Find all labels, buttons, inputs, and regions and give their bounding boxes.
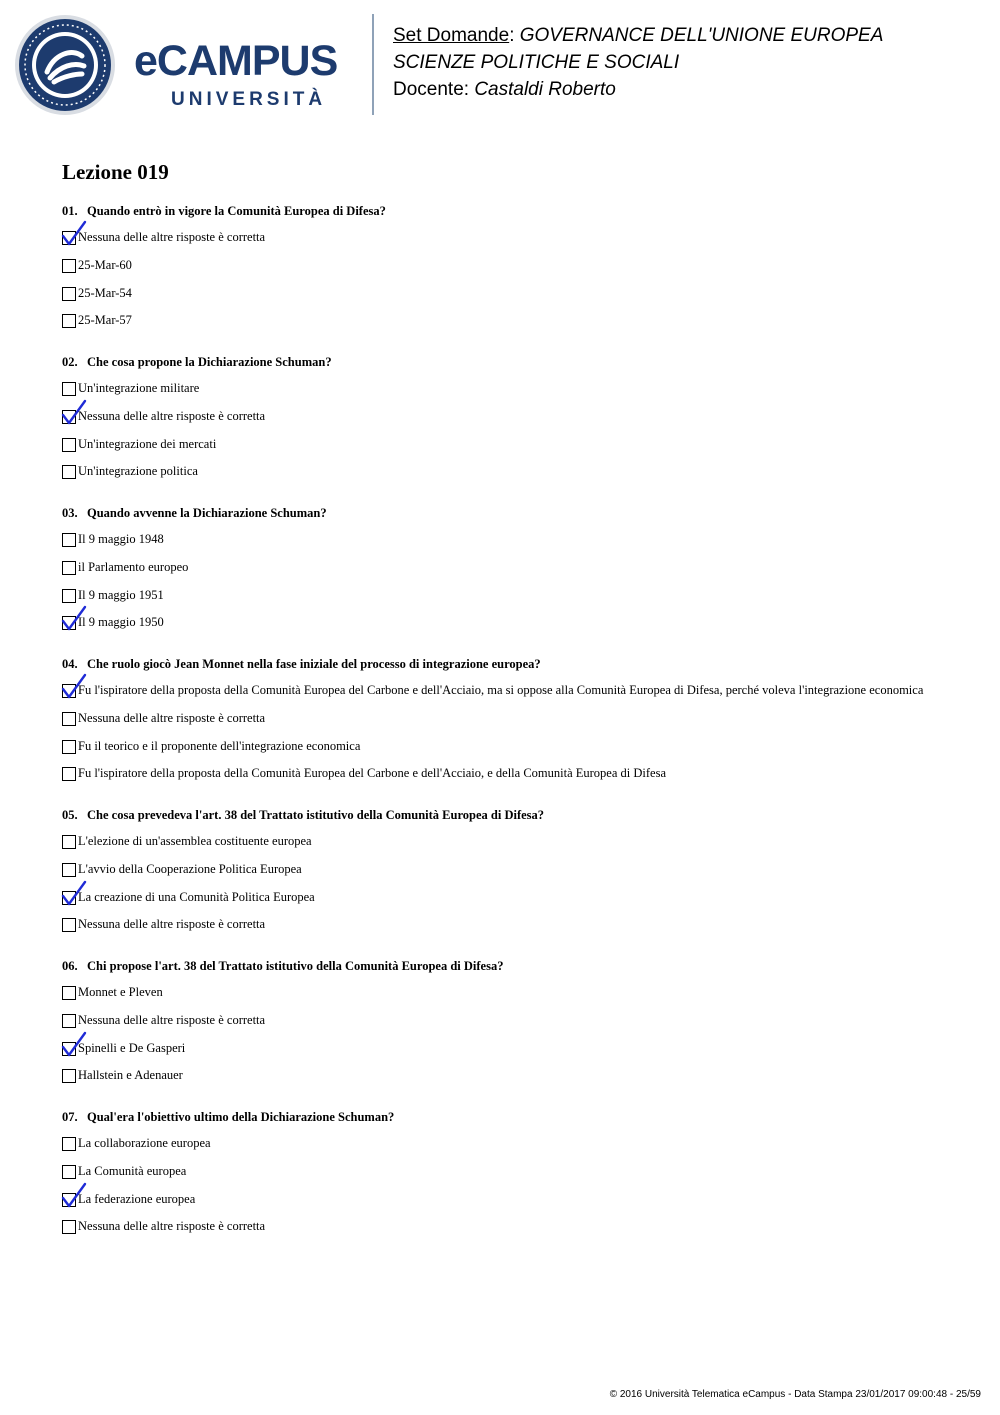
answer-option[interactable] (62, 257, 132, 274)
course-title: GOVERNANCE DELL'UNIONE EUROPEA (519, 25, 884, 46)
answer-text: La Comunità europea (78, 1164, 187, 1178)
teacher-line (393, 76, 883, 103)
answer-option[interactable] (62, 861, 302, 878)
checkmark-icon (61, 673, 89, 701)
checkbox[interactable] (62, 918, 76, 932)
answer-option[interactable] (62, 682, 923, 699)
logo-wordmark: eCAMPUS (134, 37, 338, 85)
answer-option[interactable] (62, 614, 164, 631)
checkbox[interactable] (62, 712, 76, 726)
answer-text: Un'integrazione dei mercati (78, 437, 217, 451)
answer-text: Nessuna delle altre risposte è corretta (78, 409, 266, 423)
checkbox[interactable] (62, 314, 76, 328)
checked-checkbox[interactable] (62, 1193, 76, 1207)
answer-text: Un'integrazione politica (78, 464, 198, 478)
checkmark-icon (61, 1031, 89, 1059)
answer-text: Un'integrazione militare (78, 381, 200, 395)
question-number: 04. (62, 657, 78, 671)
question-text: Quando entrò in vigore la Comunità Europea di Difesa? (87, 204, 386, 218)
logo-subtitle: UNIVERSITÀ (171, 89, 327, 110)
question-text: Chi propose l'art. 38 del Trattato istitutivo della Comunità Europea di Difesa? (87, 959, 504, 973)
answer-option[interactable] (62, 463, 198, 480)
answer-option[interactable] (62, 587, 164, 604)
question-number: 02. (62, 355, 78, 369)
question-number: 06. (62, 959, 78, 973)
answer-option[interactable] (62, 559, 188, 576)
checkbox[interactable] (62, 835, 76, 849)
checked-checkbox[interactable] (62, 1042, 76, 1056)
teacher-label: Docente: (393, 79, 475, 100)
set-separator: : (509, 25, 520, 46)
header-info (393, 22, 883, 103)
checkbox[interactable] (62, 1014, 76, 1028)
set-line (393, 22, 883, 49)
answer-option[interactable] (62, 1067, 183, 1084)
answer-option[interactable] (62, 408, 265, 425)
answer-option[interactable] (62, 1218, 265, 1235)
question-text: Quando avvenne la Dichiarazione Schuman? (87, 506, 327, 520)
answer-text: Nessuna delle altre risposte è corretta (78, 230, 266, 244)
answer-text: il Parlamento europeo (78, 560, 189, 574)
lesson-title: Lezione 019 (62, 160, 169, 184)
answer-option[interactable] (62, 1012, 265, 1029)
faculty-name: SCIENZE POLITICHE E SOCIALI (393, 52, 680, 73)
answer-text: Il 9 maggio 1948 (78, 532, 164, 546)
checkbox[interactable] (62, 287, 76, 301)
answer-text: La collaborazione europea (78, 1136, 211, 1150)
answer-text: Nessuna delle altre risposte è corretta (78, 1013, 266, 1027)
checkbox[interactable] (62, 561, 76, 575)
checkbox[interactable] (62, 589, 76, 603)
question-5 (62, 808, 544, 823)
answer-option[interactable] (62, 312, 132, 329)
answer-text: 25-Mar-57 (78, 313, 132, 327)
question-text: Che cosa prevedeva l'art. 38 del Trattato istitutivo della Comunità Europea di Difesa? (87, 808, 545, 822)
answer-option[interactable] (62, 833, 312, 850)
teacher-name: Castaldi Roberto (474, 79, 616, 100)
question-3 (62, 506, 327, 521)
checkbox[interactable] (62, 767, 76, 781)
checked-checkbox[interactable] (62, 231, 76, 245)
answer-option[interactable] (62, 984, 163, 1001)
answer-option[interactable] (62, 710, 265, 727)
answer-text: Hallstein e Adenauer (78, 1068, 183, 1082)
answer-text: Monnet e Pleven (78, 985, 163, 999)
checked-checkbox[interactable] (62, 616, 76, 630)
question-number: 03. (62, 506, 78, 520)
checked-checkbox[interactable] (62, 684, 76, 698)
checkbox[interactable] (62, 1069, 76, 1083)
question-2 (62, 355, 332, 370)
answer-option[interactable] (62, 1135, 211, 1152)
ecampus-seal-icon (14, 14, 116, 116)
ecampus-logo (14, 14, 359, 116)
answer-text: L'avvio della Cooperazione Politica Europea (78, 862, 302, 876)
checkmark-icon (61, 605, 89, 633)
checkbox[interactable] (62, 533, 76, 547)
checkbox[interactable] (62, 1220, 76, 1234)
checkmark-icon (61, 1182, 89, 1210)
question-text: Che cosa propone la Dichiarazione Schuman? (87, 355, 332, 369)
answer-option[interactable] (62, 889, 315, 906)
answer-text: Nessuna delle altre risposte è corretta (78, 1219, 266, 1233)
answer-text: 25-Mar-54 (78, 286, 132, 300)
checkmark-icon (61, 399, 89, 427)
answer-text: Spinelli e De Gasperi (78, 1041, 186, 1055)
checkbox[interactable] (62, 863, 76, 877)
answer-text: La federazione europea (78, 1192, 196, 1206)
checked-checkbox[interactable] (62, 410, 76, 424)
answer-option[interactable] (62, 1191, 195, 1208)
checked-checkbox[interactable] (62, 891, 76, 905)
answer-text: Nessuna delle altre risposte è corretta (78, 711, 266, 725)
answer-option[interactable] (62, 436, 216, 453)
checkbox[interactable] (62, 1137, 76, 1151)
answer-option[interactable] (62, 765, 666, 782)
answer-text: Fu il teorico e il proponente dell'integrazione economica (78, 739, 361, 753)
answer-option[interactable] (62, 738, 360, 755)
checkbox[interactable] (62, 986, 76, 1000)
answer-text: Fu l'ispiratore della proposta della Comunità Europea del Carbone e dell'Acciaio, ma si oppose alla Comunità Europea di Difesa, perché voleva l'integrazione economica (78, 683, 924, 697)
answer-option[interactable] (62, 380, 199, 397)
question-6 (62, 959, 503, 974)
question-number: 01. (62, 204, 78, 218)
question-number: 05. (62, 808, 78, 822)
checkmark-icon (61, 220, 89, 248)
answer-text: La creazione di una Comunità Politica Europea (78, 890, 315, 904)
answer-option[interactable] (62, 1040, 185, 1057)
answer-option[interactable] (62, 229, 265, 246)
answer-text: Nessuna delle altre risposte è corretta (78, 917, 266, 931)
answer-text: Il 9 maggio 1951 (78, 588, 164, 602)
answer-option[interactable] (62, 1163, 186, 1180)
checkbox[interactable] (62, 382, 76, 396)
question-7 (62, 1110, 394, 1125)
answer-option[interactable] (62, 285, 132, 302)
answer-option[interactable] (62, 531, 164, 548)
header-divider (372, 14, 374, 115)
checkbox[interactable] (62, 259, 76, 273)
question-1 (62, 204, 386, 219)
checkbox[interactable] (62, 1165, 76, 1179)
question-4 (62, 657, 541, 672)
question-number: 07. (62, 1110, 78, 1124)
answer-text: 25-Mar-60 (78, 258, 132, 272)
answer-text: Il 9 maggio 1950 (78, 615, 164, 629)
checkbox[interactable] (62, 740, 76, 754)
checkbox[interactable] (62, 438, 76, 452)
answer-option[interactable] (62, 916, 265, 933)
answer-text: L'elezione di un'assemblea costituente europea (78, 834, 312, 848)
question-text: Qual'era l'obiettivo ultimo della Dichiarazione Schuman? (87, 1110, 395, 1124)
set-label: Set Domande (393, 25, 510, 46)
checkmark-icon (61, 880, 89, 908)
page-footer: © 2016 Università Telematica eCampus - Data Stampa 23/01/2017 09:00:48 - 25/59 (609, 1389, 981, 1400)
checkbox[interactable] (62, 465, 76, 479)
question-text: Che ruolo giocò Jean Monnet nella fase iniziale del processo di integrazione europea? (87, 657, 541, 671)
answer-text: Fu l'ispiratore della proposta della Comunità Europea del Carbone e dell'Acciaio, e della Comunità Europea di Difesa (78, 766, 667, 780)
